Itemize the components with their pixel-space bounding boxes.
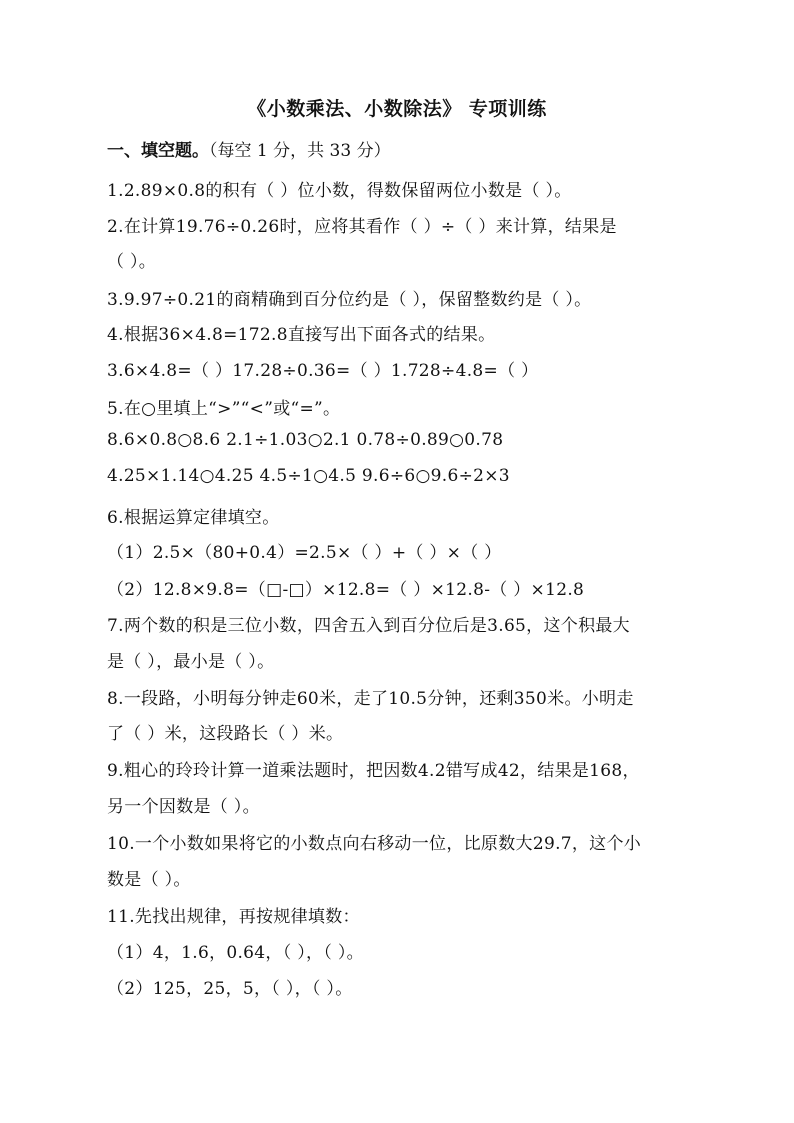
question-2-line-1: 2.在计算19.76÷0.26时，应将其看作（ ）÷（ ）来计算，结果是 [107,217,617,237]
question-5: 5.在○里填上“>”“<”或“=”。 [107,399,341,419]
question-1: 1.2.89×0.8的积有（ ）位小数，得数保留两位小数是（ ）。 [107,181,572,201]
page-title: 《小数乘法、小数除法》 专项训练 [247,98,547,120]
section-heading-text: 一、填空题。 [107,141,209,161]
question-8-line-1: 8.一段路，小明每分钟走60米，走了10.5分钟，还剩350米。小明走 [107,689,634,709]
question-2-line-2: （ ）。 [107,252,157,272]
question-10-line-1: 10.一个小数如果将它的小数点向右移动一位，比原数大29.7，这个小 [107,834,642,854]
question-3: 3.9.97÷0.21的商精确到百分位约是（ ），保留整数约是（ ）。 [107,290,592,310]
section-score-note: （每空 1 分，共 33 分） [209,141,391,161]
question-7-line-2: 是（ ），最小是（ ）。 [107,652,275,672]
question-8-line-2: 了（ ）米，这段路长（ ）米。 [107,724,344,744]
question-6: 6.根据运算定律填空。 [107,508,280,528]
question-6-part-2: （2）12.8×9.8=（□-□）×12.8=（ ）×12.8-（ ）×12.8 [107,580,585,600]
question-4: 4.根据36×4.8=172.8直接写出下面各式的结果。 [107,325,496,345]
question-11: 11.先找出规律，再按规律填数： [107,907,360,927]
question-11-part-2: （2）125，25，5，（ ），（ ）。 [107,979,353,999]
question-4-items: 3.6×4.8=（ ）17.28÷0.36=（ ）1.728÷4.8=（ ） [107,361,539,381]
question-5-row-1: 8.6×0.8○8.6 2.1÷1.03○2.1 0.78÷0.89○0.78 [107,430,504,450]
question-10-line-2: 数是（ ）。 [107,870,191,890]
question-7-line-1: 7.两个数的积是三位小数，四舍五入到百分位后是3.65，这个积最大 [107,616,630,636]
question-9-line-2: 另一个因数是（ ）。 [107,797,260,817]
question-11-part-1: （1）4，1.6，0.64，（ ），（ ）。 [107,943,364,963]
question-5-row-2: 4.25×1.14○4.25 4.5÷1○4.5 9.6÷6○9.6÷2×3 [107,466,510,486]
section-heading-fill-blanks [107,136,391,161]
question-6-part-1: （1）2.5×（80+0.4）=2.5×（ ）+（ ）×（ ） [107,543,502,563]
question-9-line-1: 9.粗心的玲玲计算一道乘法题时，把因数4.2错写成42，结果是168， [107,761,640,781]
